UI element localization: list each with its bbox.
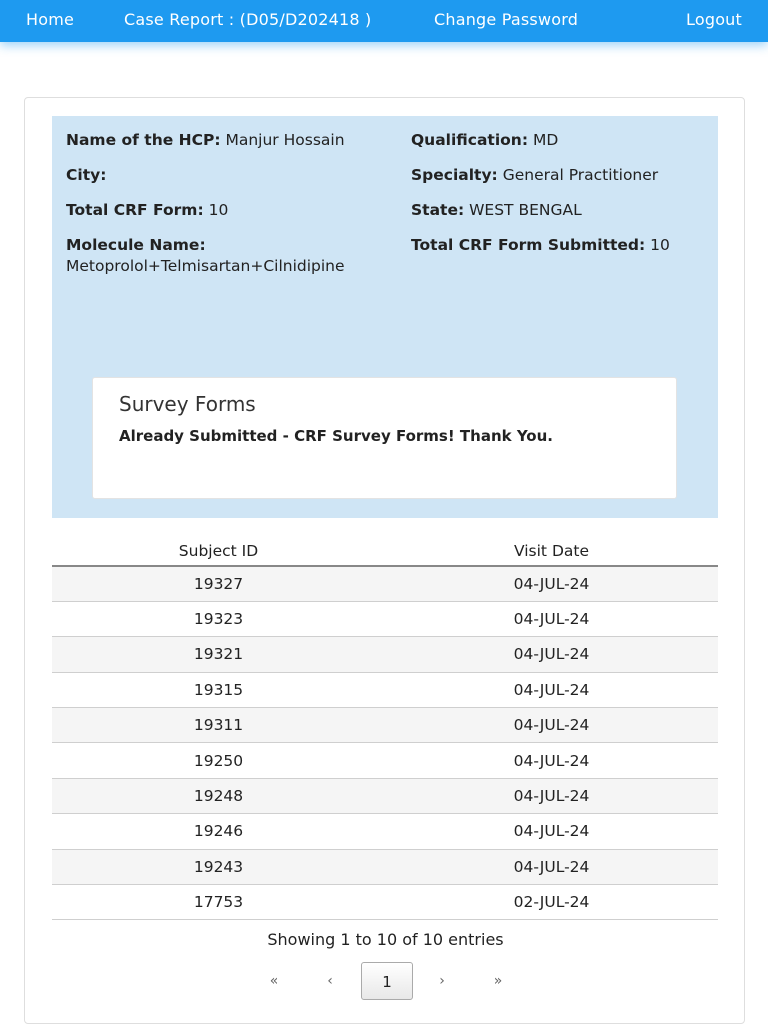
first-page-button[interactable]: « <box>269 973 279 989</box>
qualification-label: Qualification: <box>411 131 529 149</box>
total-crf-label: Total CRF Form: <box>66 201 204 219</box>
city-field <box>66 165 366 186</box>
table-row <box>52 566 718 601</box>
submitted-value: 10 <box>650 236 670 254</box>
table-row <box>52 814 718 849</box>
total-crf-field <box>66 200 366 221</box>
table-header-row <box>52 536 718 566</box>
total-crf-value: 10 <box>208 201 229 219</box>
subject-id-cell: 19323 <box>52 601 385 636</box>
subject-id-cell: 19327 <box>52 566 385 601</box>
visit-date-cell: 04-JUL-24 <box>385 778 718 813</box>
hcp-info-panel <box>52 116 718 518</box>
table-row <box>52 672 718 707</box>
hcp-name-label: Name of the HCP: <box>66 131 221 149</box>
visit-date-cell: 04-JUL-24 <box>385 814 718 849</box>
subjects-table <box>52 536 718 920</box>
table-row <box>52 601 718 636</box>
molecule-field <box>66 235 366 277</box>
table-row <box>52 708 718 743</box>
visit-date-cell: 04-JUL-24 <box>385 566 718 601</box>
table-row <box>52 849 718 884</box>
table-row <box>52 743 718 778</box>
visit-date-header[interactable]: Visit Date <box>385 536 718 566</box>
nav-logout-link[interactable]: Logout <box>686 10 742 29</box>
survey-title: Survey Forms <box>119 392 256 416</box>
molecule-label: Molecule Name: <box>66 236 206 254</box>
nav-change-password-link[interactable]: Change Password <box>434 10 579 29</box>
info-left-column <box>66 130 366 291</box>
subject-id-cell: 19315 <box>52 672 385 707</box>
subject-id-header[interactable]: Subject ID <box>52 536 385 566</box>
qualification-value: MD <box>532 131 559 149</box>
hcp-name-field <box>66 130 366 151</box>
visit-date-cell: 04-JUL-24 <box>385 743 718 778</box>
table-row <box>52 778 718 813</box>
current-page-button[interactable]: 1 <box>361 962 413 1000</box>
last-page-button[interactable]: » <box>493 973 503 989</box>
nav-home-link[interactable]: Home <box>26 10 75 29</box>
submitted-field <box>411 235 711 256</box>
visit-date-cell: 02-JUL-24 <box>385 885 718 920</box>
subject-id-cell: 19250 <box>52 743 385 778</box>
subject-id-cell: 19246 <box>52 814 385 849</box>
submitted-label: Total CRF Form Submitted: <box>411 236 646 254</box>
next-page-button[interactable]: › <box>439 973 445 989</box>
subject-id-cell: 19321 <box>52 637 385 672</box>
nav-case-report-link[interactable]: Case Report : (D05/D202418 ) <box>124 10 372 29</box>
state-label: State: <box>411 201 465 219</box>
survey-message: Already Submitted - CRF Survey Forms! Thank You. <box>119 427 553 445</box>
previous-page-button[interactable]: ‹ <box>327 973 333 989</box>
table-row <box>52 885 718 920</box>
specialty-value: General Practitioner <box>502 166 659 184</box>
survey-forms-box <box>92 377 677 499</box>
specialty-label: Specialty: <box>411 166 498 184</box>
pagination <box>25 962 746 1000</box>
visit-date-cell: 04-JUL-24 <box>385 601 718 636</box>
case-report-card <box>24 97 745 1024</box>
visit-date-cell: 04-JUL-24 <box>385 672 718 707</box>
info-right-column <box>411 130 711 270</box>
state-value: WEST BENGAL <box>469 201 582 219</box>
subject-id-cell: 17753 <box>52 885 385 920</box>
subject-id-cell: 19311 <box>52 708 385 743</box>
subject-id-cell: 19243 <box>52 849 385 884</box>
subjects-table-wrap <box>52 536 718 920</box>
state-field <box>411 200 711 221</box>
table-row <box>52 637 718 672</box>
table-info-text: Showing 1 to 10 of 10 entries <box>267 930 504 949</box>
specialty-field <box>411 165 711 186</box>
city-label: City: <box>66 166 107 184</box>
visit-date-cell: 04-JUL-24 <box>385 708 718 743</box>
visit-date-cell: 04-JUL-24 <box>385 637 718 672</box>
top-navbar <box>0 0 768 42</box>
visit-date-cell: 04-JUL-24 <box>385 849 718 884</box>
molecule-value: Metoprolol+Telmisartan+Cilnidipine <box>66 257 345 275</box>
qualification-field <box>411 130 711 151</box>
subject-id-cell: 19248 <box>52 778 385 813</box>
hcp-name-value: Manjur Hossain <box>225 131 345 149</box>
